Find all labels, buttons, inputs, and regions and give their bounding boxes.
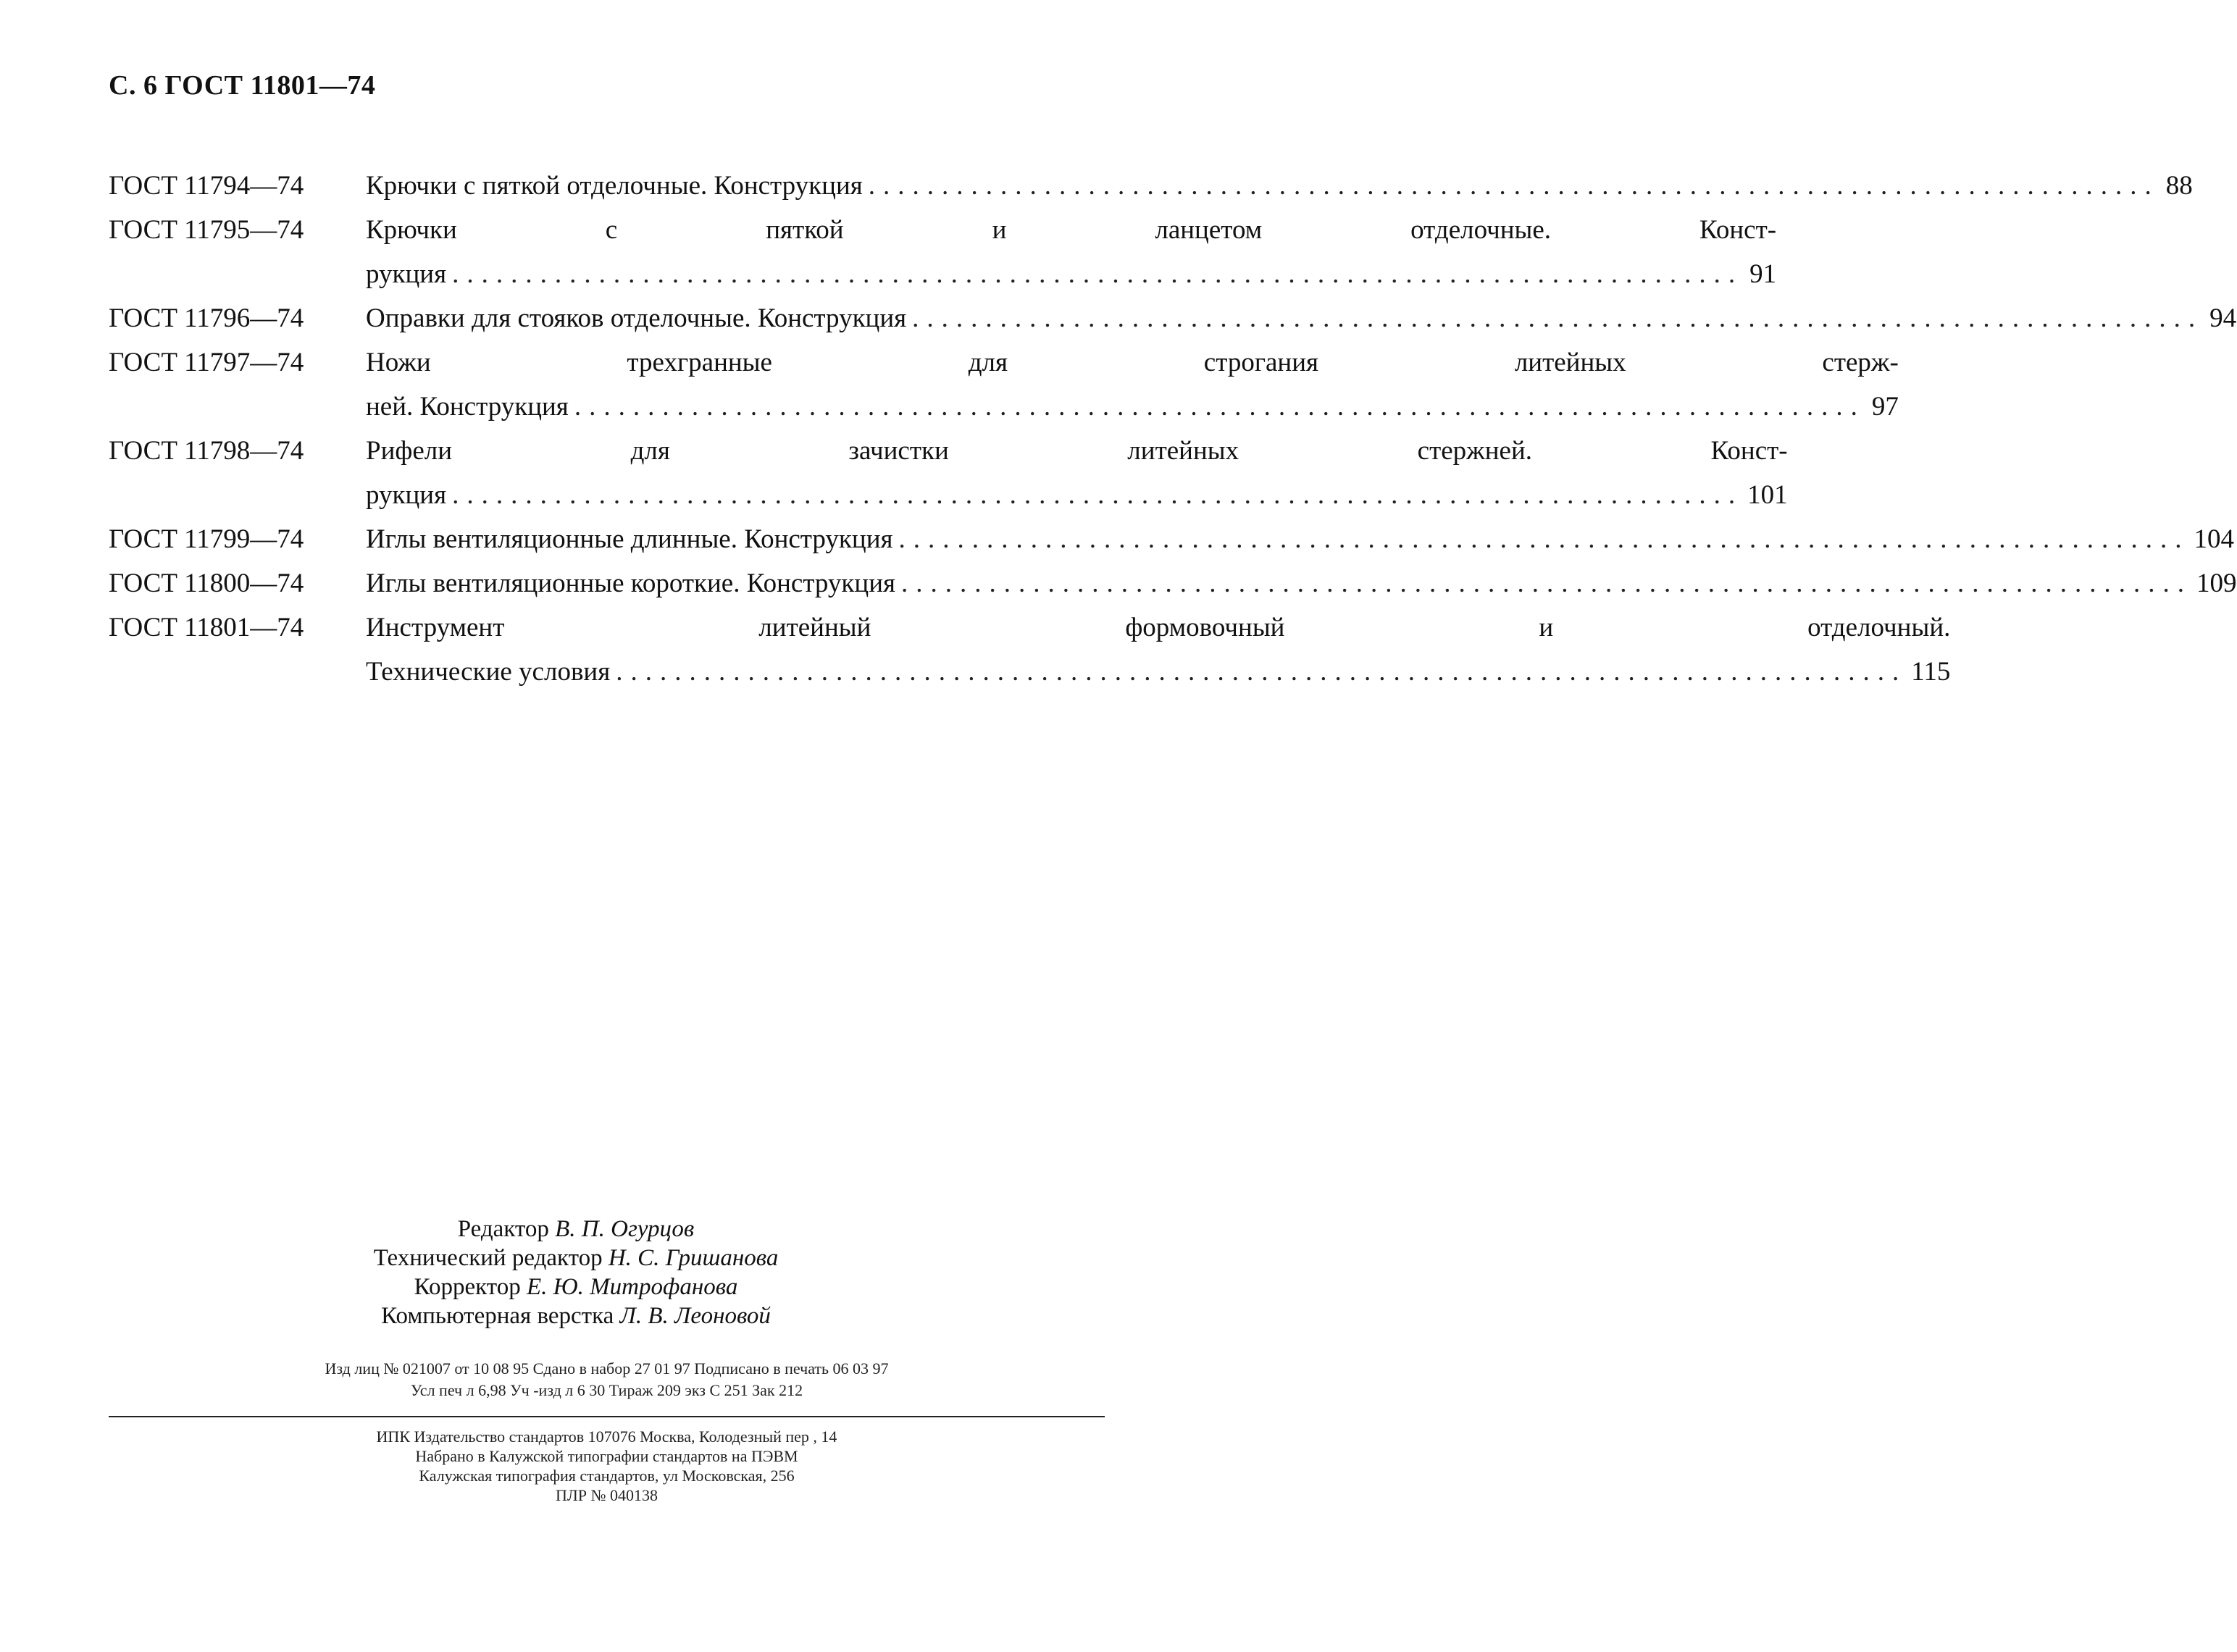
toc-entry-body	[366, 164, 2193, 208]
toc-standard-code: ГОСТ 11800—74	[109, 569, 304, 598]
toc-title-line	[366, 252, 1776, 296]
toc-entry	[109, 561, 2237, 605]
credit-technical-editor	[0, 1244, 1152, 1272]
toc-page-number: 91	[1749, 259, 1777, 289]
toc-entry-body	[366, 605, 1950, 694]
toc-title-line	[366, 561, 2237, 605]
toc-title: Оправки для стояков отделочные. Конструкция	[366, 303, 907, 333]
toc-entry-body	[366, 340, 1899, 429]
toc-title-line	[366, 517, 2234, 561]
toc-page-number: 97	[1871, 392, 1899, 422]
page-header: С. 6 ГОСТ 11801—74	[109, 70, 376, 101]
toc-entry-body	[366, 296, 2236, 340]
toc-title-line	[366, 164, 2193, 208]
toc-entry-body	[366, 517, 2234, 561]
publisher-line: ПЛР № 040138	[555, 1486, 658, 1504]
toc-entry-body	[366, 429, 1788, 517]
toc-title: рукция	[366, 259, 447, 289]
toc-standard-code: ГОСТ 11796—74	[109, 303, 304, 333]
toc-dot-leader: ........................................................................................	[898, 524, 2190, 554]
credit-role: Технический редактор	[373, 1245, 603, 1271]
toc-title-continued: Крючки с пяткой и ланцетом отделочные. Конст-	[366, 215, 1777, 245]
toc-page-number: 109	[2196, 569, 2237, 598]
credit-role: Корректор	[414, 1274, 521, 1300]
toc-dot-leader: ........................................................................................	[452, 259, 1744, 289]
toc-entry	[109, 208, 1777, 296]
toc-title: рукция	[366, 480, 447, 510]
toc-standard-code: ГОСТ 11794—74	[109, 171, 304, 201]
table-of-contents	[109, 164, 2237, 694]
toc-dot-leader: ........................................................................................	[452, 480, 1744, 510]
toc-title: ней. Конструкция	[366, 392, 569, 422]
toc-title-continued: Инструмент литейный формовочный и отделочный.	[366, 613, 1951, 642]
toc-title-line	[366, 385, 1899, 429]
toc-standard-code: ГОСТ 11801—74	[109, 613, 304, 642]
toc-entry	[109, 429, 1788, 517]
toc-standard-code: ГОСТ 11799—74	[109, 524, 304, 554]
toc-title: Иглы вентиляционные короткие. Конструкция	[366, 569, 896, 598]
toc-entry	[109, 605, 1951, 694]
credit-proofreader	[0, 1272, 1152, 1301]
publisher-line: Набрано в Калужской типографии стандартов на ПЭВМ	[415, 1447, 798, 1465]
credit-name: Е. Ю. Митрофанова	[526, 1274, 738, 1300]
toc-entry	[109, 164, 2193, 208]
publisher-line: ИПК Издательство стандартов 107076 Москва, Колодезный пер , 14	[376, 1427, 837, 1446]
toc-standard-code: ГОСТ 11797—74	[109, 348, 304, 377]
credits-block	[0, 1215, 1152, 1330]
toc-title-continued: Ножи трехгранные для строгания литейных стерж-	[366, 348, 1899, 377]
toc-dot-leader: ........................................................................................	[912, 303, 2204, 333]
toc-page-number: 104	[2194, 524, 2235, 554]
toc-page-number: 88	[2165, 171, 2193, 201]
credit-role: Редактор	[457, 1216, 549, 1242]
credit-name: В. П. Огурцов	[555, 1216, 695, 1242]
toc-entry-body	[366, 561, 2237, 605]
toc-entry	[109, 517, 2235, 561]
toc-entry	[109, 296, 2237, 340]
toc-page-number: 115	[1911, 657, 1951, 687]
toc-title: Технические условия	[366, 657, 611, 687]
toc-title-continued: Рифели для зачистки литейных стержней. Конст-	[366, 436, 1788, 466]
credit-role: Компьютерная верстка	[381, 1303, 614, 1329]
toc-title: Иглы вентиляционные длинные. Конструкция	[366, 524, 893, 554]
publisher-line: Калужская типография стандартов, ул Московская, 256	[419, 1467, 795, 1485]
toc-dot-leader: ........................................................................................	[868, 171, 2159, 201]
toc-entry	[109, 340, 1899, 429]
credit-editor	[0, 1215, 1152, 1244]
toc-title: Крючки с пяткой отделочные. Конструкция	[366, 171, 863, 201]
toc-page-number: 94	[2209, 303, 2237, 333]
credit-name: Л. В. Леоновой	[619, 1303, 771, 1329]
toc-entry-body	[366, 208, 1776, 296]
toc-standard-code: ГОСТ 11798—74	[109, 436, 304, 466]
toc-dot-leader: ........................................................................................	[574, 392, 1865, 422]
toc-dot-leader: ........................................................................................	[616, 657, 1907, 687]
imprint-block	[109, 1358, 1105, 1401]
imprint-line: Изд лиц № 021007 от 10 08 95 Сдано в набор 27 01 97 Подписано в печать 06 03 97	[325, 1359, 889, 1378]
credit-layout	[0, 1301, 1152, 1330]
horizontal-rule	[109, 1416, 1105, 1417]
toc-page-number: 101	[1747, 480, 1788, 510]
publisher-block	[109, 1427, 1105, 1505]
toc-standard-code: ГОСТ 11795—74	[109, 215, 304, 245]
imprint-line: Усл печ л 6,98 Уч -изд л 6 30 Тираж 209 экз С 251 Зак 212	[410, 1381, 803, 1399]
toc-title-line	[366, 650, 1950, 694]
toc-dot-leader: ........................................................................................	[901, 569, 2193, 598]
credit-name: Н. С. Гришанова	[608, 1245, 779, 1271]
toc-title-line	[366, 296, 2236, 340]
toc-title-line	[366, 473, 1788, 517]
